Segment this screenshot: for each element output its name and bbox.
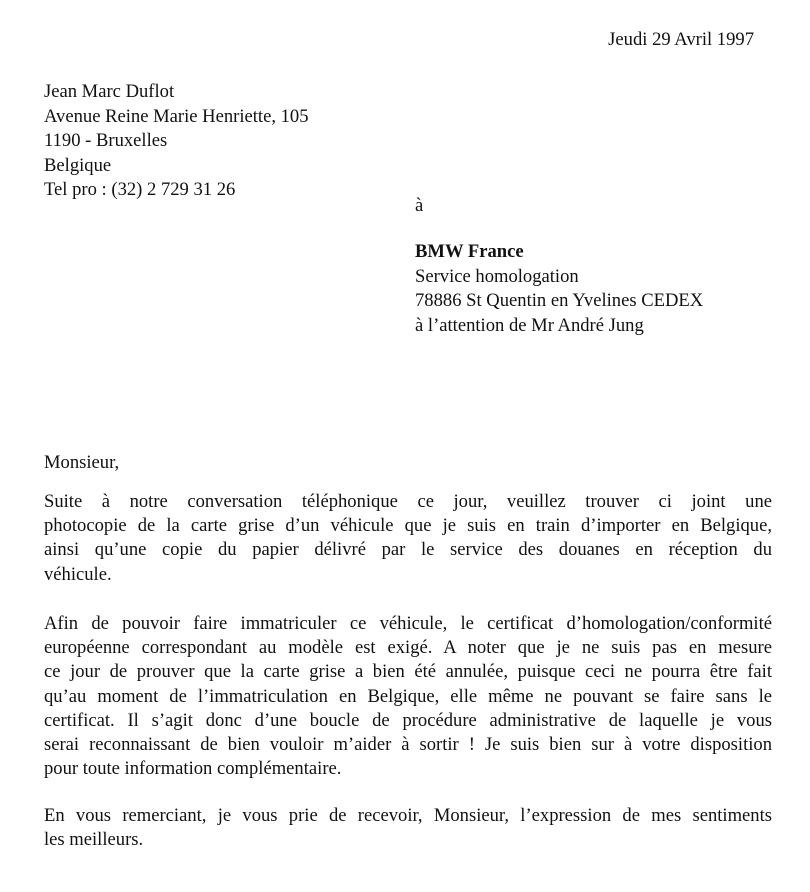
paragraph-line: ce jour de prouver que la carte grise a bien été annulée, puisque ceci ne pourra être fait	[44, 661, 772, 683]
body-paragraph-intro	[44, 490, 772, 587]
paragraph-line: pour toute information complémentaire.	[44, 758, 342, 780]
paragraph-line: serai reconnaissant de bien vouloir m’aider à sortir ! Je suis bien sur à votre disposition	[44, 734, 772, 756]
paragraph-line: certificat. Il s’agit donc d’une boucle de procédure administrative de laquelle je vous	[44, 709, 772, 731]
body-paragraph-closing	[44, 804, 772, 852]
sender-country: Belgique	[44, 154, 112, 176]
paragraph-line: ainsi qu’une copie du papier délivré par le service des douanes en réception du	[44, 539, 772, 561]
sender-street: Avenue Reine Marie Henriette, 105	[44, 105, 309, 127]
recipient-department: Service homologation	[415, 265, 579, 287]
to-label: à	[415, 195, 424, 216]
paragraph-line: photocopie de la carte grise d’un véhicule que je suis en train d’importer en Belgique,	[44, 515, 772, 537]
paragraph-line: européenne correspondant au modèle est exigé. A noter que je ne suis pas en mesure	[44, 637, 772, 659]
recipient-address-block	[415, 240, 703, 338]
paragraph-line: qu’au moment de l’immatriculation en Belgique, elle même ne pouvant se faire sans le	[44, 685, 772, 707]
recipient-address: 78886 St Quentin en Yvelines CEDEX	[415, 290, 704, 311]
letter-date: Jeudi 29 Avril 1997	[608, 29, 754, 50]
body-paragraph-request	[44, 612, 772, 781]
paragraph-line: véhicule.	[44, 563, 112, 585]
paragraph-line: Afin de pouvoir faire immatriculer ce véhicule, le certificat d’homologation/conformité	[44, 613, 772, 634]
sender-phone: Tel pro : (32) 2 729 31 26	[44, 179, 236, 200]
paragraph-line: Suite à notre conversation téléphonique ce jour, veuillez trouver ci joint une	[44, 491, 772, 512]
paragraph-line: En vous remerciant, je vous prie de recevoir, Monsieur, l’expression de mes sentiments	[44, 805, 772, 826]
salutation: Monsieur,	[44, 452, 120, 473]
recipient-company: BMW France	[415, 241, 524, 262]
sender-address-block	[44, 80, 309, 203]
paragraph-line: les meilleurs.	[44, 829, 144, 851]
sender-name: Jean Marc Duflot	[44, 81, 175, 102]
sender-city: 1190 - Bruxelles	[44, 130, 168, 151]
recipient-attention: à l’attention de Mr André Jung	[415, 314, 644, 336]
